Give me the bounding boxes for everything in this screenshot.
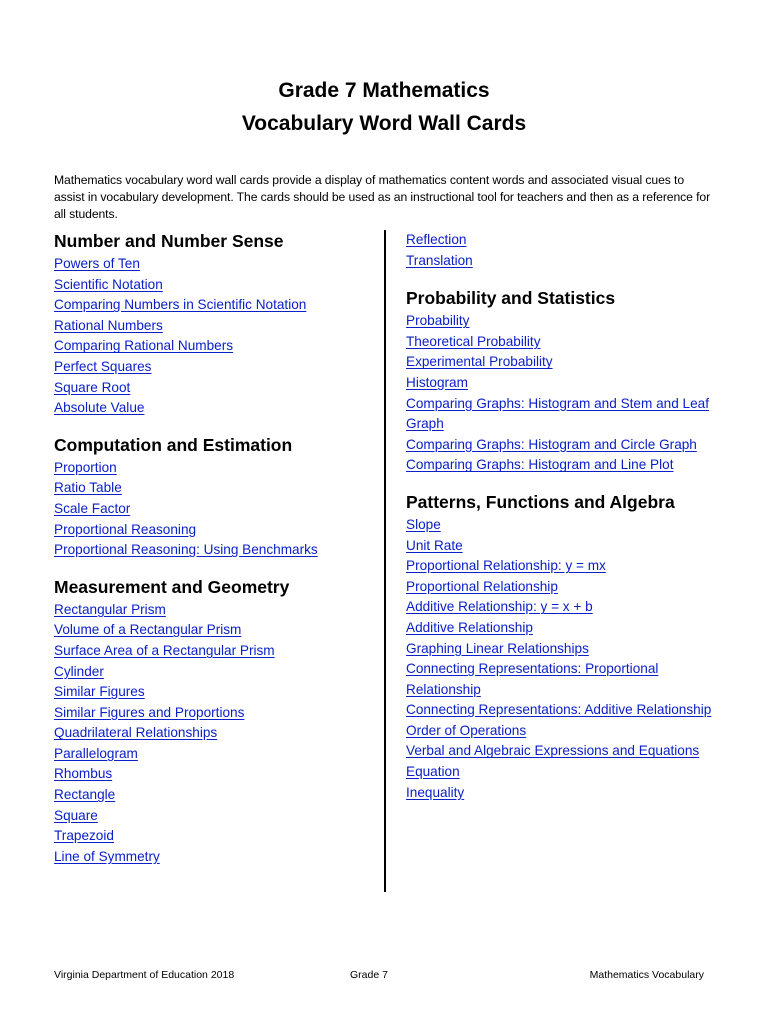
section-number-sense <box>54 229 374 419</box>
vocabulary-link[interactable]: Proportional Relationship: y = mx <box>406 558 606 574</box>
vocabulary-link[interactable]: Theoretical Probability <box>406 333 541 349</box>
section-heading-probability: Probability and Statistics <box>406 288 616 309</box>
section-algebra <box>406 490 726 803</box>
vocabulary-link[interactable]: Comparing Numbers in Scientific Notation <box>54 297 307 313</box>
column-divider <box>384 230 386 892</box>
section-computation <box>54 433 374 561</box>
vocabulary-link[interactable]: Translation <box>406 252 473 268</box>
vocabulary-link[interactable]: Comparing Graphs: Histogram and Line Plot <box>406 457 674 473</box>
vocabulary-link[interactable]: Surface Area of a Rectangular Prism <box>54 642 275 658</box>
vocabulary-link[interactable]: Proportional Relationship <box>406 578 558 594</box>
vocabulary-link[interactable]: Similar Figures and Proportions <box>54 704 245 720</box>
vocabulary-link[interactable]: Scientific Notation <box>54 276 163 292</box>
section-heading-computation: Computation and Estimation <box>54 434 293 455</box>
link-list-measurement-continued <box>406 230 726 271</box>
section-measurement <box>54 575 374 868</box>
vocabulary-link[interactable]: Reflection <box>406 232 467 247</box>
vocabulary-link[interactable]: Equation <box>406 764 460 780</box>
vocabulary-link[interactable]: Powers of Ten <box>54 256 140 271</box>
vocabulary-link[interactable]: Comparing Graphs: Histogram and Circle Graph <box>406 436 697 452</box>
vocabulary-link[interactable]: Rectangular Prism <box>54 601 166 617</box>
vocabulary-link[interactable]: Scale Factor <box>54 500 131 516</box>
vocabulary-link[interactable]: Proportional Reasoning <box>54 521 197 537</box>
vocabulary-link[interactable]: Connecting Representations: Proportional Relationship <box>406 661 659 697</box>
link-list-number-sense <box>54 254 374 419</box>
vocabulary-link[interactable]: Square <box>54 807 98 823</box>
vocabulary-link[interactable]: Proportional Reasoning: Using Benchmarks <box>54 542 318 558</box>
page-subtitle: Vocabulary Word Wall Cards <box>241 112 527 135</box>
vocabulary-link[interactable]: Order of Operations <box>406 722 527 738</box>
vocabulary-link[interactable]: Histogram <box>406 374 468 390</box>
vocabulary-link[interactable]: Quadrilateral Relationships <box>54 725 218 741</box>
vocabulary-link[interactable]: Square Root <box>54 379 131 395</box>
vocabulary-link[interactable]: Graphing Linear Relationships <box>406 640 589 656</box>
intro-paragraph: Mathematics vocabulary word wall cards provide a display of mathematics content words and associated visual cues to assist in vocabulary development. The cards should be used as an instructional tool for teachers and then as a reference for all students. <box>54 173 711 222</box>
vocabulary-link[interactable]: Additive Relationship: y = x + b <box>406 599 593 615</box>
footer-title: Mathematics Vocabulary <box>589 969 704 981</box>
vocabulary-link[interactable]: Additive Relationship <box>406 619 533 635</box>
vocabulary-link[interactable]: Probability <box>406 313 470 329</box>
vocabulary-link[interactable]: Comparing Graphs: Histogram and Stem and Leaf Graph <box>406 395 709 432</box>
section-probability <box>406 286 726 476</box>
left-column <box>54 229 374 881</box>
footer-source: Virginia Department of Education 2018 <box>54 969 235 981</box>
vocabulary-link[interactable]: Unit Rate <box>406 537 463 553</box>
vocabulary-link[interactable]: Verbal and Algebraic Expressions and Equations <box>406 743 700 759</box>
vocabulary-link[interactable]: Line of Symmetry <box>54 848 160 864</box>
vocabulary-link[interactable]: Absolute Value <box>54 400 145 416</box>
link-list-algebra <box>406 515 726 803</box>
vocabulary-link[interactable]: Trapezoid <box>54 828 114 844</box>
section-heading-number-sense: Number and Number Sense <box>54 231 284 251</box>
vocabulary-link[interactable]: Inequality <box>406 784 465 800</box>
vocabulary-link[interactable]: Cylinder <box>54 663 104 679</box>
link-list-computation <box>54 458 374 561</box>
page-title: Grade 7 Mathematics <box>278 79 490 102</box>
vocabulary-link[interactable]: Proportion <box>54 459 117 475</box>
vocabulary-link[interactable]: Rhombus <box>54 766 113 782</box>
section-heading-measurement: Measurement and Geometry <box>54 576 290 597</box>
vocabulary-link[interactable]: Connecting Representations: Additive Relationship <box>406 702 712 718</box>
vocabulary-link[interactable]: Rational Numbers <box>54 317 163 333</box>
link-list-probability <box>406 311 726 476</box>
right-column <box>406 229 726 817</box>
section-heading-algebra: Patterns, Functions and Algebra <box>406 491 675 512</box>
vocabulary-link[interactable]: Perfect Squares <box>54 358 152 374</box>
vocabulary-link[interactable]: Ratio Table <box>54 480 122 496</box>
vocabulary-link[interactable]: Comparing Rational Numbers <box>54 338 234 354</box>
vocabulary-link[interactable]: Slope <box>406 516 441 532</box>
link-list-measurement <box>54 600 374 868</box>
vocabulary-link[interactable]: Similar Figures <box>54 684 145 700</box>
vocabulary-link[interactable]: Volume of a Rectangular Prism <box>54 622 242 638</box>
vocabulary-link[interactable]: Rectangle <box>54 787 116 803</box>
vocabulary-link[interactable]: Experimental Probability <box>406 354 553 370</box>
vocabulary-link[interactable]: Parallelogram <box>54 745 138 761</box>
footer-grade: Grade 7 <box>350 969 388 981</box>
